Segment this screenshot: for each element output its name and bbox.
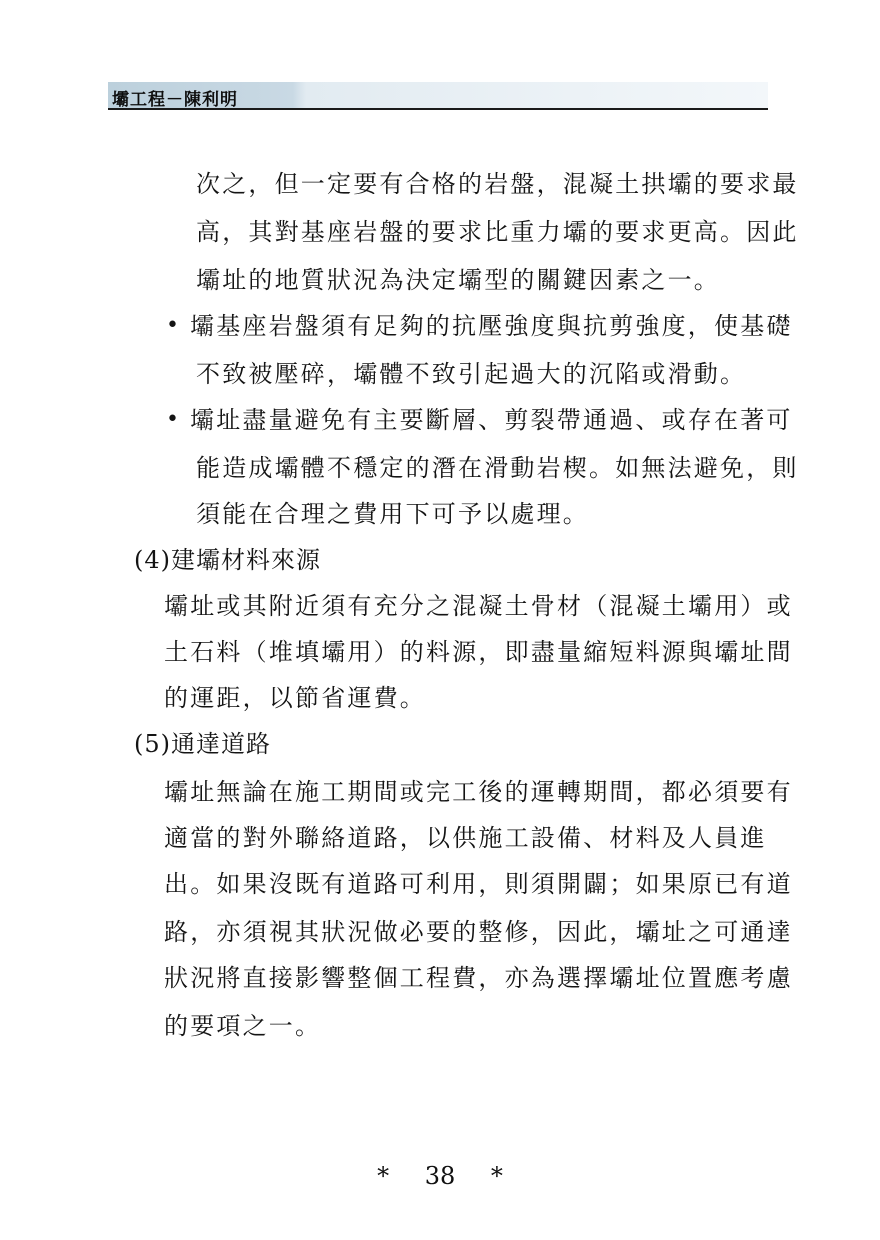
page-header-bar <box>108 82 768 110</box>
footer-asterisk-icon: * <box>490 1162 503 1190</box>
bullet-icon: • <box>166 407 179 432</box>
bullet-text-line: 須能在合理之費用下可予以處理。 <box>196 500 589 528</box>
section-heading: (5)通達道路 <box>134 730 271 758</box>
bullet-icon: • <box>166 313 179 338</box>
bullet-text-line: 能造成壩體不穩定的潛在滑動岩楔。如無法避免，則 <box>196 454 799 482</box>
section-text-line: 狀況將直接影響整個工程費，亦為選擇壩址位置應考慮 <box>164 964 793 992</box>
page-number: 38 <box>424 1162 456 1190</box>
section-heading: (4)建壩材料來源 <box>134 546 321 574</box>
section-text-line: 壩址或其附近須有充分之混凝土骨材（混凝土壩用）或 <box>164 592 793 620</box>
text-line: 次之，但一定要有合格的岩盤，混凝土拱壩的要求最 <box>196 170 799 198</box>
page-footer <box>0 1162 880 1190</box>
text-line: 壩址的地質狀況為決定壩型的關鍵因素之一。 <box>196 266 720 294</box>
footer-asterisk-icon: * <box>377 1162 390 1190</box>
section-text-line: 土石料（堆填壩用）的料源，即盡量縮短料源與壩址間 <box>164 638 793 666</box>
section-text-line: 壩址無論在施工期間或完工後的運轉期間，都必須要有 <box>164 778 793 806</box>
bullet-text-line: 壩基座岩盤須有足夠的抗壓強度與抗剪強度，使基礎 <box>190 312 793 340</box>
section-text-line: 適當的對外聯絡道路，以供施工設備、材料及人員進 <box>164 824 767 852</box>
section-text-line: 路，亦須視其狀況做必要的整修，因此，壩址之可通達 <box>164 918 793 946</box>
section-text-line: 的要項之一。 <box>164 1012 322 1040</box>
header-title: 壩工程－陳利明 <box>112 90 238 110</box>
text-line: 高，其對基座岩盤的要求比重力壩的要求更高。因此 <box>196 218 799 246</box>
section-text-line: 的運距，以節省運費。 <box>164 684 426 712</box>
section-text-line: 出。如果沒既有道路可利用，則須開闢；如果原已有道 <box>164 870 793 898</box>
bullet-text-line: 壩址盡量避免有主要斷層、剪裂帶通過、或存在著可 <box>190 406 793 434</box>
bullet-text-line: 不致被壓碎，壩體不致引起過大的沉陷或滑動。 <box>196 360 747 388</box>
